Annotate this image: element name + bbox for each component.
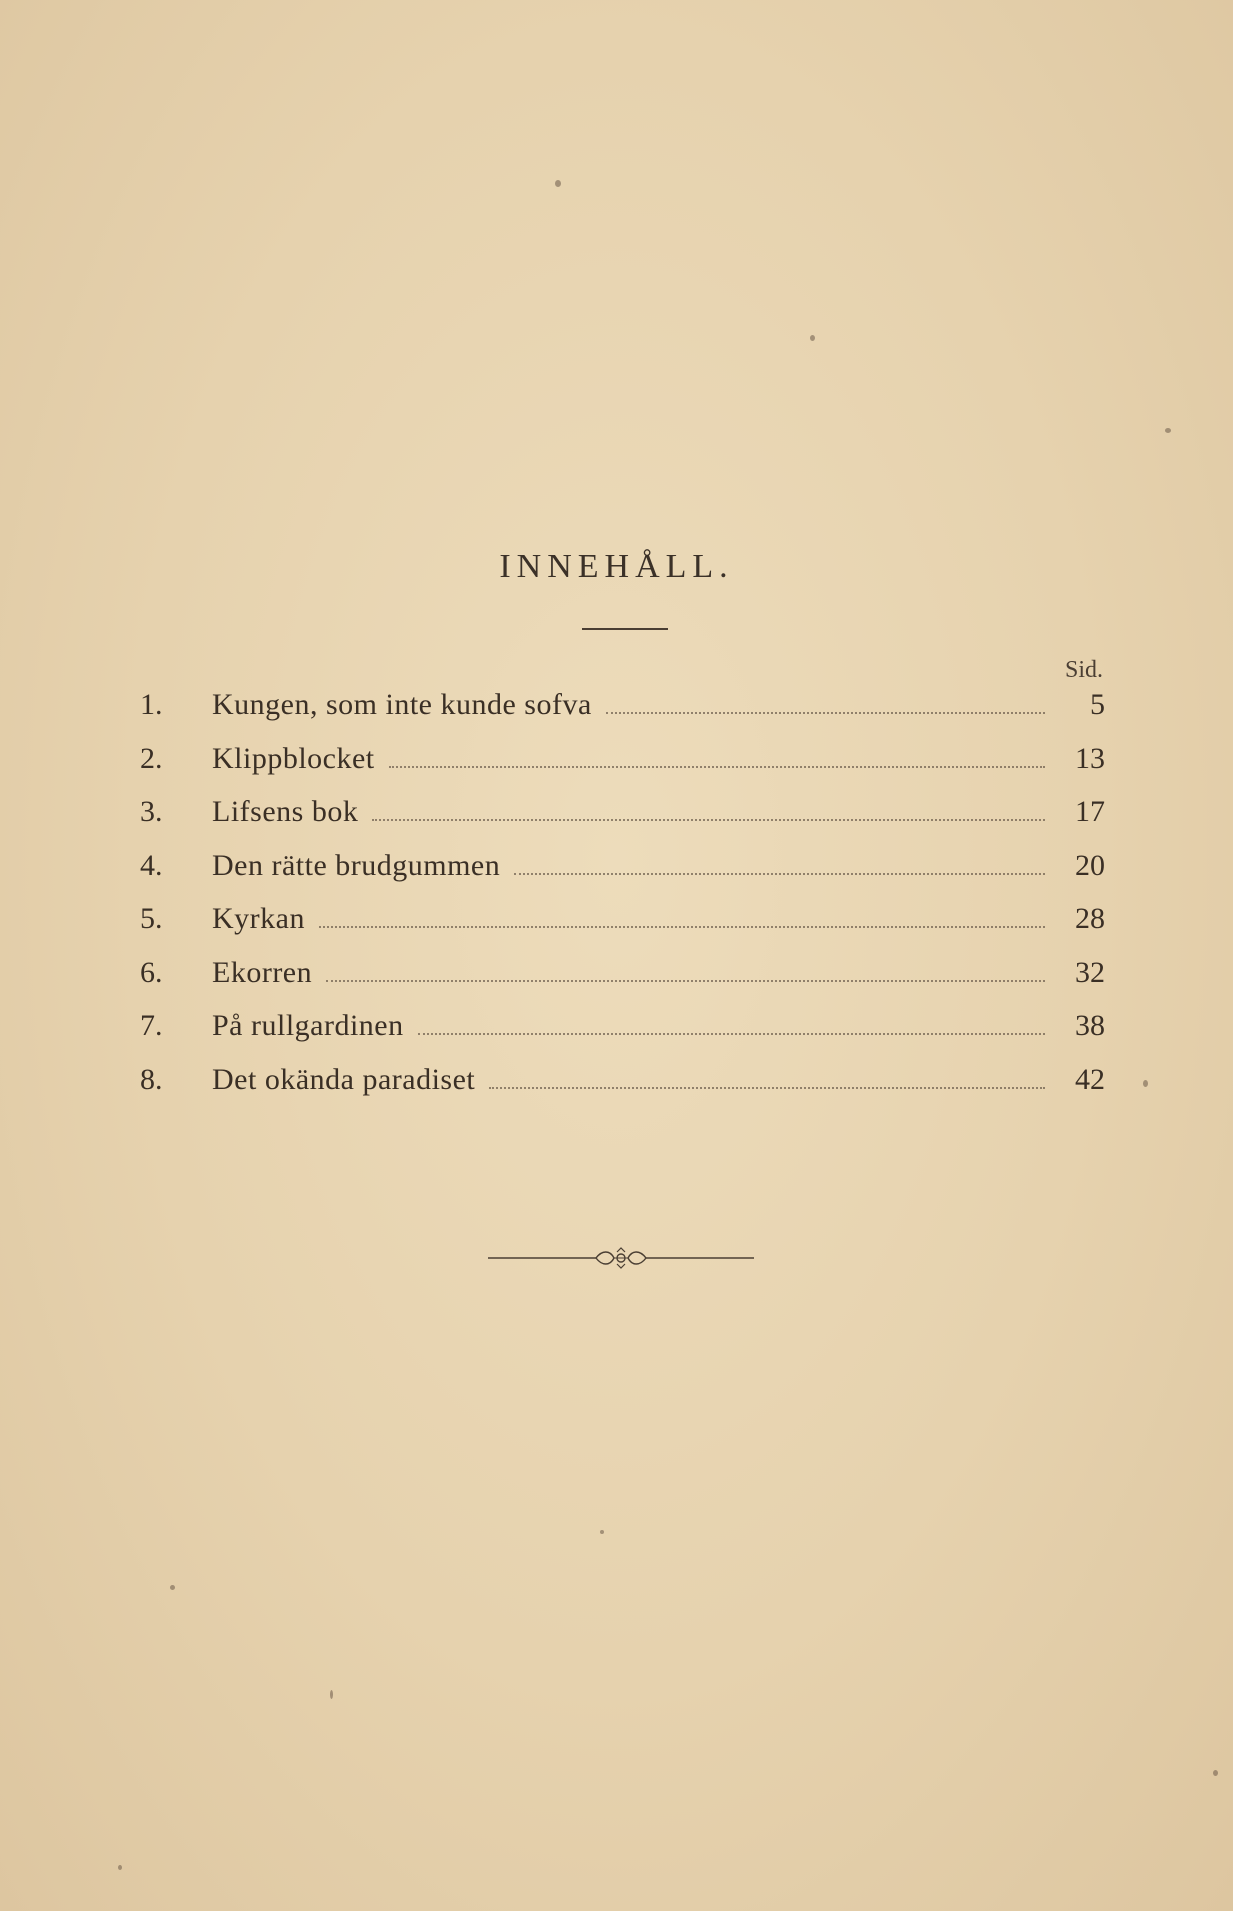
toc-entry bbox=[140, 902, 1105, 956]
table-of-contents bbox=[140, 688, 1105, 1116]
paper-speck bbox=[600, 1530, 604, 1534]
toc-entry bbox=[140, 742, 1105, 796]
paper-speck bbox=[1143, 1080, 1148, 1087]
toc-entry-page: 38 bbox=[1075, 1009, 1105, 1042]
paper-speck bbox=[330, 1690, 333, 1699]
dot-leader bbox=[489, 1087, 1045, 1089]
paper-speck bbox=[555, 180, 561, 187]
toc-entry-number: 2. bbox=[140, 741, 163, 775]
toc-entry-number: 5. bbox=[140, 902, 163, 935]
toc-entry-number: 8. bbox=[140, 1062, 163, 1096]
dot-leader bbox=[326, 980, 1045, 982]
toc-entry-page: 42 bbox=[1075, 1062, 1105, 1096]
toc-entry-title: På rullgardinen bbox=[212, 1009, 404, 1042]
toc-entry-title: Kungen, som inte kunde sofva bbox=[212, 688, 592, 721]
toc-entry bbox=[140, 849, 1105, 903]
paper-speck bbox=[118, 1865, 122, 1870]
page-title: INNEHÅLL. bbox=[499, 548, 734, 585]
toc-entry-page: 13 bbox=[1075, 741, 1105, 775]
toc-entry-number: 7. bbox=[140, 1009, 163, 1042]
toc-entry-page: 17 bbox=[1075, 795, 1105, 828]
dot-leader bbox=[389, 766, 1045, 768]
dot-leader bbox=[372, 819, 1045, 821]
dot-leader bbox=[606, 712, 1045, 714]
title-rule bbox=[582, 628, 668, 630]
dot-leader bbox=[418, 1033, 1045, 1035]
toc-entry-title: Klippblocket bbox=[212, 741, 375, 775]
toc-entry-title: Det okända paradiset bbox=[212, 1062, 476, 1096]
toc-entry bbox=[140, 1063, 1105, 1117]
toc-entry-title: Kyrkan bbox=[212, 902, 305, 935]
dot-leader bbox=[514, 873, 1045, 875]
toc-entry-title: Den rätte brudgummen bbox=[212, 848, 501, 882]
toc-entry-page: 28 bbox=[1075, 902, 1105, 935]
paper-speck bbox=[1165, 428, 1171, 433]
toc-entry-page: 5 bbox=[1090, 688, 1105, 721]
toc-entry bbox=[140, 956, 1105, 1010]
toc-entry-title: Lifsens bok bbox=[212, 795, 359, 828]
paper-speck bbox=[810, 335, 815, 341]
paper-speck bbox=[170, 1585, 175, 1590]
toc-entry-number: 1. bbox=[140, 688, 163, 721]
toc-entry bbox=[140, 1009, 1105, 1063]
toc-entry bbox=[140, 688, 1105, 742]
page-column-label: Sid. bbox=[1064, 657, 1103, 683]
ornamental-rule-icon bbox=[488, 1246, 754, 1270]
toc-entry-page: 32 bbox=[1075, 955, 1105, 989]
toc-entry-number: 6. bbox=[140, 955, 163, 989]
dot-leader bbox=[319, 926, 1045, 928]
paper-speck bbox=[1213, 1770, 1218, 1776]
toc-entry-page: 20 bbox=[1075, 848, 1105, 882]
toc-entry-title: Ekorren bbox=[212, 955, 313, 989]
toc-entry bbox=[140, 795, 1105, 849]
toc-entry-number: 3. bbox=[140, 795, 163, 828]
toc-entry-number: 4. bbox=[140, 848, 163, 882]
